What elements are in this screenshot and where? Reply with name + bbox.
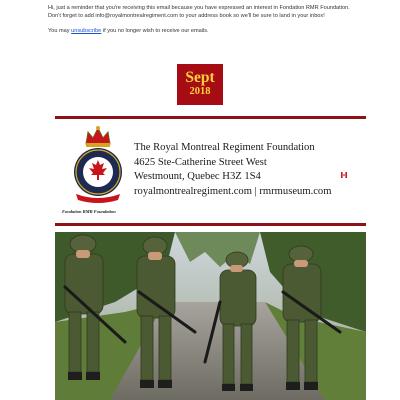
unsubscribe-link[interactable]: unsubscribe [71, 28, 102, 35]
email-preheader [48, 4, 353, 36]
org-name: The Royal Montreal Regiment Foundation [134, 142, 315, 153]
city-address: Westmount, Quebec H3Z 1S4 [134, 171, 261, 183]
header-bottom-rule [55, 223, 366, 226]
website-links[interactable]: royalmontrealregiment.com | rmrmuseum.com [134, 185, 332, 197]
letterhead-address [134, 141, 364, 199]
date-badge [177, 64, 223, 105]
canada-flag-icon [341, 172, 347, 178]
header-top-rule [55, 116, 366, 119]
regiment-crest-icon [72, 124, 124, 206]
soldiers-photo [55, 232, 366, 400]
street-address: 4625 Ste-Catherine Street West [134, 156, 267, 168]
unsubscribe-line [48, 27, 353, 35]
badge-month: Sept [185, 69, 215, 86]
crest-caption: Fondation RMR Foundation [62, 209, 116, 214]
badge-year: 2018 [189, 86, 211, 97]
unsubscribe-suffix: if you no longer wish to receive our emails. [101, 28, 209, 35]
reminder-text: Hi, just a reminder that you're receiving this email because you have expressed an interest in Fondation RMR Foundation. Don't forget to add info@royalmontrealregiment.com to your address book so we'll be sure to land in your inbox! [48, 5, 350, 20]
unsubscribe-prefix: You may [48, 28, 72, 35]
